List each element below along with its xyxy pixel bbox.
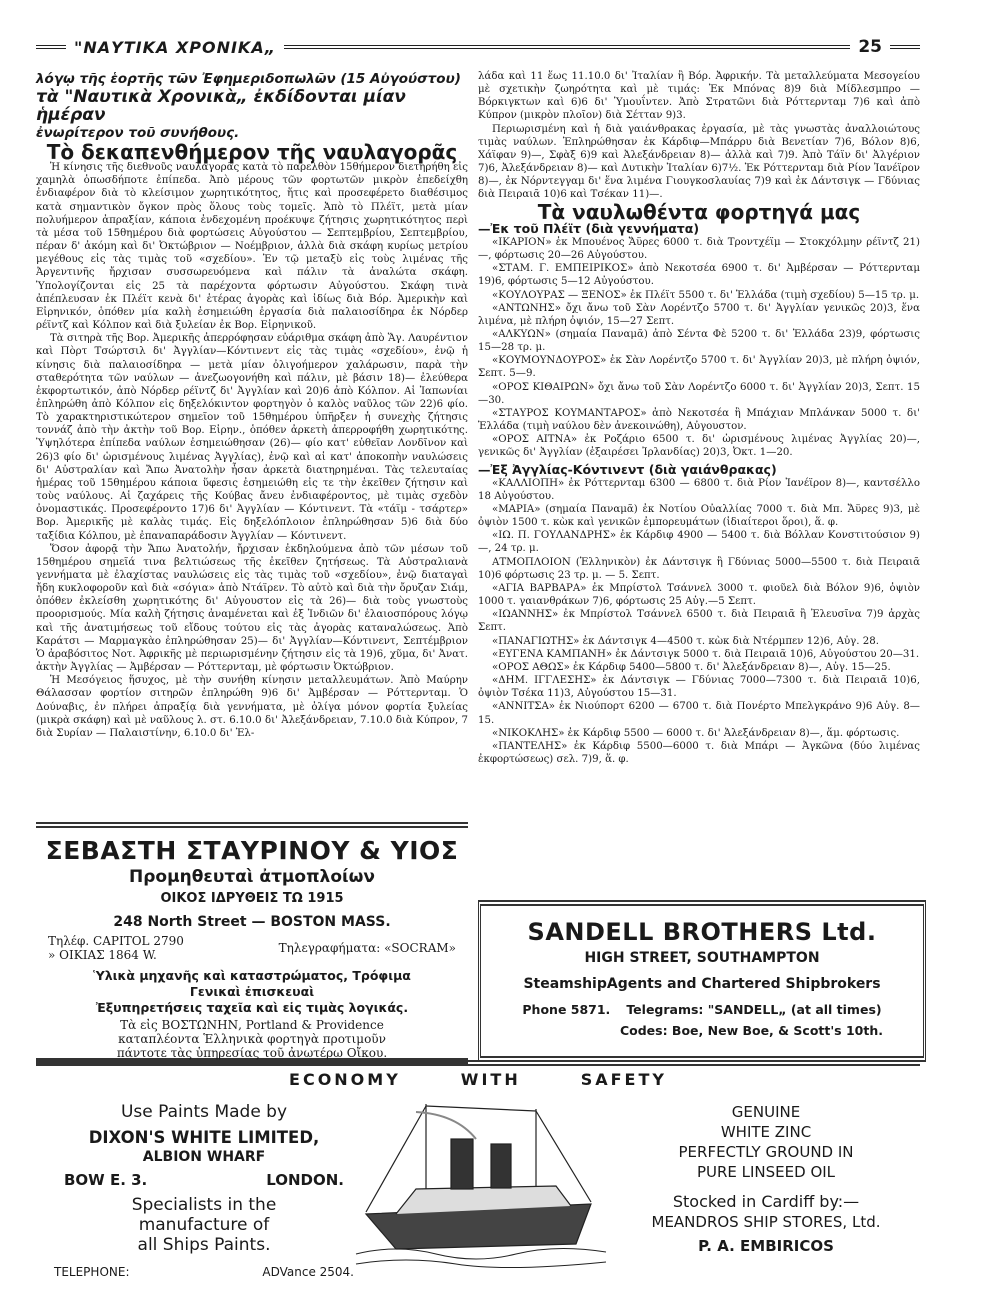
fixture-entry: «ΑΛΚΥΩΝ» (σημαία Παναμᾶ) ἀπὸ Σέντα Φὲ 5200 τ. δι' Ἑλλάδα 23)9, φόρτωσις 15—28 τρ. μ.: [478, 328, 920, 354]
fixture-entry: «ΑΝΤΩΝΗΣ» ὄχι ἄνω τοῦ Σὰν Λορέντζο 5700 τ. δι' Ἀγγλίαν γενικῶς 20)3, ἕνα λιμένα, μὲ πλήρη ὀψιόν, 15—27 Σεπτ.: [478, 302, 920, 327]
holiday-notice: [36, 70, 468, 142]
notice-line: ἐνωρίτερον τοῦ συνήθους.: [36, 125, 240, 141]
ad-company-name: ΣΕΒΑΣΤΗ ΣΤΑΥΡΙΝΟΥ & ΥΙΟΣ: [45, 836, 459, 865]
section-heading-coal: —Ἐξ Ἀγγλίας-Κόντινεντ (διὰ γαιάνθρακας): [478, 461, 777, 477]
ad-address: 248 North Street — BOSTON MASS.: [113, 914, 391, 930]
dixon-ad-text: [54, 1096, 354, 1279]
notice-line: τὰ "Ναυτικὰ Χρονικὰ„ ἐκδίδονται μίαν ἡμέραν: [36, 87, 406, 125]
ad-line: Γενικαὶ ἐπισκευαὶ: [189, 984, 315, 999]
banner-word: ECONOMY: [289, 1070, 401, 1089]
ad-phone: Phone 5871.: [522, 1002, 611, 1017]
coal-fixtures-list: [478, 477, 920, 766]
section-heading-plate: —Ἐκ τοῦ Πλέϊτ (διὰ γεννήματα): [478, 220, 700, 236]
ad-line: PURE LINSEED OIL: [696, 1163, 836, 1181]
ad-phone: » ΟΙΚΙΑΣ 1864 W.: [48, 948, 157, 962]
header-rule: [284, 45, 850, 49]
fixture-entry: «ΟΡΟΣ ΑΘΩΣ» ἐκ Κάρδιφ 5400—5800 τ. δι' Ἀλεξάνδρειαν 8)—, Αὐγ. 15—25.: [492, 661, 891, 673]
ad-telephone: [54, 1265, 354, 1279]
fixture-entry: «ΙΩ. Π. ΓΟΥΛΑΝΔΡΗΣ» ἐκ Κάρδιφ 4900 — 5400 τ. διὰ Βόλλαν Κονστιτούσιον 9)—, 24 τρ. μ.: [478, 530, 920, 555]
notice-line: λόγῳ τῆς ἑορτῆς τῶν Ἐφημεριδοπωλῶν (15 Αὐγούστου): [36, 71, 461, 87]
ad-line: καταπλέοντα Ἑλληνικὰ φορτηγὰ προτιμοῦν: [118, 1032, 386, 1046]
fixture-entry: ΑΤΜΟΠΛΟΙΟΝ (Ἑλληνικὸν) ἐκ Δάντσιγκ ἢ Γδύνιας 5000—5500 τ. διὰ Πειραιᾶ 10)6 φόρτωσις 23 τρ. μ. — 5. Σεπτ.: [478, 556, 920, 581]
ad-company-name: MEANDROS SHIP STORES, Ltd.: [651, 1213, 881, 1231]
fixture-entry: «ΚΟΥΛΟΥΡΑΣ — ΞΕΝΟΣ» ἐκ Πλέϊτ 5500 τ. δι' Ἑλλάδα (τιμὴ σχεδίου) 5—15 τρ. μ.: [492, 289, 920, 301]
ad-line: GENUINE: [731, 1103, 801, 1121]
ad-footer: [36, 1018, 468, 1060]
ad-phone: ADVance 2504.: [262, 1265, 354, 1279]
header-rule: [36, 45, 66, 49]
ad-banner: [36, 1070, 920, 1090]
ad-address: [54, 1171, 354, 1189]
fixture-entry: «ΝΙΚΟΚΛΗΣ» ἐκ Κάρδιφ 5500 — 6000 τ. δι' Ἀλεξάνδρειαν 8)—, ἅμ. φόρτωσις.: [492, 727, 900, 739]
ad-company-name: DIXON'S WHITE LIMITED,: [88, 1128, 320, 1147]
stavrinou-advertisement: [36, 822, 468, 1064]
ad-telegram: Telegrams: "SANDELL„ (at all times): [626, 1002, 882, 1017]
economy-safety-advertisement: [36, 1060, 920, 1286]
fixture-entry: «ΚΑΛΛΙΟΠΗ» ἐκ Ρόττερνταμ 6300 — 6800 τ. διὰ Ρίον Ἰανέϊρον 8)—, καντσέλλο 18 Αὐγούστου.: [478, 477, 920, 502]
ad-line: TELEPHONE:: [54, 1265, 130, 1279]
ad-line: πάντοτε τὰς ὑπηρεσίας τοῦ ἀνωτέρω Οἴκου.: [116, 1046, 388, 1060]
fixture-entry: «ΔΗΜ. ΙΓΓΛΕΣΗΣ» ἐκ Δάντσιγκ — Γδύνιας 7000—7300 τ. διὰ Πειραιᾶ 10)6, ὀψιὸν Τσέκα 11)3, Αὐγούστου 15—31.: [478, 675, 920, 700]
header-rule: [890, 45, 920, 49]
ad-trade: Προμηθευταὶ ἀτμοπλοίων: [129, 867, 375, 887]
banner-word: SAFETY: [580, 1070, 667, 1089]
banner-word: WITH: [460, 1070, 521, 1089]
fixture-entry: «ΕΥΓΕΝΑ ΚΑΜΠΑΝΗ» ἐκ Δάντσιγκ 5000 τ. διὰ Πειραιᾶ 10)6, Αὐγούστου 20—31.: [492, 648, 920, 660]
ad-trade: SteamshipAgents and Chartered Shipbrokers: [523, 976, 881, 992]
ad-founded: ΟΙΚΟΣ ΙΔΡΥΘΕΙΣ ΤΩ 1915: [160, 891, 344, 906]
page-header: [36, 36, 920, 58]
fixture-entry: «ΚΟΥΜΟΥΝΔΟΥΡΟΣ» ἐκ Σὰν Λορέντζο 5700 τ. δι' Ἀγγλίαν 20)3, μὲ πλήρη ὀψιόν, Σεπτ. 5—9.: [478, 355, 920, 380]
fixture-entry: «ΑΝΝΙΤΣΑ» ἐκ Νιούπορτ 6200 — 6700 τ. διὰ Πονέρτο Μπελγκράνο 9)6 Αὐγ. 8—15.: [478, 701, 920, 726]
ad-line: ALBION WHARF: [142, 1149, 266, 1165]
ad-codes: Codes: Boe, New Boe, & Scott's 10th.: [619, 1023, 883, 1038]
article-paragraph: Ὅσον ἀφορᾷ τὴν Ἄπω Ἀνατολήν, ἤρχισαν ἐκδηλούμενα ἀπὸ τῶν μέσων τοῦ 15θημέρου σημεῖά τινα βελτιώσεως τῆς ἐκεῖθεν ζητήσεως. Τὰ Αὐστραλιανὰ γεννήματα μὲ ἐλαχίστας ναυλώσεις εἰς τὰς τιμὰς τοῦ «σχεδίου», ἐνῷ διαταγαὶ ἤδη κυκλοφοροῦν καὶ διὰ «σόγια» ἀπὸ Ντάϊρεν. Τὸ αὐτὸ καὶ διὰ τὴν ὄρυζαν Σιάμ, ὁπόθεν ἐκλείσθη χωρητικότης δι' Αὐγουστον εἰς τὰ 26)— διὰ τοὺς γνωστοὺς προορισμούς. Μία καλὴ ζήτησις ἀναμένεται καὶ ἐξ Ἰνδιῶν δι' ἐλαιοσπόρους λόγῳ καὶ τῆς ἀνατιμήσεως τοῦ εἴδους τούτου εἰς τὰς ἀγορὰς καταναλώσεως. Ἀπὸ Καράτσι — Μαρμαγκὰο ἐπληρώθησαν 25)— δι' Ἀγγλίαν—Κόντινεντ, Σεπτέμβριον Ὁ ἀραβόσιτος Νοτ. Ἀφρικῆς μὲ περιωρισμένην ζήτησιν εἰς τὰ 19)6, χῦμα, δι' Ἀνατ. ἀκτὴν Ἀγγλίας — Ἀμβέρσαν — Ρόττερνταμ, μὲ φόρτωσιν Ὀκτώβριον.: [36, 543, 468, 674]
ad-address: HIGH STREET, SOUTHAMPTON: [584, 950, 820, 966]
ad-line: BOW E. 3.: [64, 1171, 148, 1189]
right-column: [478, 70, 920, 765]
article-paragraph: Ἡ κίνησις τῆς διεθνοῦς ναυλαγορᾶς κατὰ τὸ παρελθὸν 15θήμερον διετηρήθη εἰς χαμηλὰ ὁπωσδήποτε ἐπίπεδα. Ἀπὸ μέρους τῶν φορτωτῶν μικρὸν ἐπεδείχθη ἐνδιαφέρον διὰ τὸ κλείσιμον χωρητικότητος, ἥτις καὶ προσεφέρετο διαθέσιμος κατὰ σημαντικὸν ὄγκον πρὸς ὅλους τοὺς τομεῖς. Ἀπὸ τὸ Πλέϊτ, μετὰ μίαν πολυήμερον ἀπραξίαν, κάποια ἐνδεχομένη προέκυψε ζήτησις χωρητικότητος περὶ τὰ μέσα τοῦ 15θημέρου διὰ φορτώσεις Αὐγούστου — Σεπτεμβρίου, Σεπτεμβρίου, πέραν δ' ἀκόμη καὶ δι' Ὀκτώβριον — Νοέμβριον, ἀλλὰ διὰ σκάφη κυρίως μετρίου μεγέθους εἰς τὰς τιμὰς τοῦ «σχεδίου». Ἐν τῷ μεταξὺ εἰς τοὺς λιμένας τῆς Ἀργεντινῆς ἤρχισαν συσσωρευόμενα καὶ πάλιν τὰ ἀναλώτα σκάφη. Ὑπολογίζονται εἰς 25 τὰ παρέχοντα φόρτωσιν Αὐγούστου. Σκάφη τινὰ ἀπέπλευσαν ἐκ Πλέϊτ κενὰ δι' ἑτέρας ἀγορὰς καὶ ἰδίως διὰ Βόρ. Ἀμερικὴν καὶ Εἰρηνικόν, ὁπόθεν μία καλὴ ἐσημειώθη ἐργασία διὰ παλαιοσίδηρα ἐκ Νόρδερ ρέϊντζ καὶ Κόλπον καὶ διὰ ξυλείαν ἐκ Βορ. Εἰρηνικοῦ.: [36, 162, 468, 332]
ad-line: Ὑλικὰ μηχανῆς καὶ καταστρώματος, Τρόφιμα: [93, 968, 411, 983]
steamship-illustration: [356, 1094, 606, 1274]
fixture-entry: «ΣΤΑΜ. Γ. ΕΜΠΕΙΡΙΚΟΣ» ἀπὸ Νεκοτσέα 6900 τ. δι' Ἀμβέρσαν — Ρόττερνταμ 19)6, φόρτωσις 5—12 Αὐγούστου.: [478, 263, 920, 288]
ad-line: manufacture of: [138, 1215, 270, 1235]
ad-line: Ἐξυπηρετήσεις ταχεῖα καὶ εἰς τιμὰς λογικάς.: [95, 1000, 409, 1015]
plate-fixtures-list: [478, 236, 920, 460]
fixture-entry: «ΠΑΝΤΕΛΗΣ» ἐκ Κάρδιφ 5500—6000 τ. διὰ Μπάρι — Ἀγκῶνα (δύο λιμένας ἐκφορτώσεως) σελ. 7)9, ἅ. φ.: [478, 740, 920, 765]
ad-line: all Ships Paints.: [137, 1235, 271, 1255]
ad-telegram: Τηλεγραφήματα: «SOCRAM»: [278, 941, 456, 955]
publication-title: "ΝΑΥΤΙΚΑ ΧΡΟΝΙΚΑ„: [74, 37, 277, 57]
ad-company-name: SANDELL BROTHERS Ltd.: [527, 918, 877, 946]
fixture-entry: «ΜΑΡΙΑ» (σημαία Παναμᾶ) ἐκ Νοτίου Οὐαλλίας 7000 τ. διὰ Μπ. Ἄϋρες 9)3, μὲ ὀψιὸν 1500 τ. κὼκ καὶ γενικῶν ἐμπορευμάτων (ἰδιαίτεροι ὅροι), ἅ. φ.: [478, 504, 920, 529]
ad-services: [36, 968, 468, 1016]
page-number: 25: [858, 37, 882, 57]
ad-line: LONDON.: [266, 1171, 344, 1189]
article-paragraph: Περιωρισμένη καὶ ἡ διὰ γαιάνθρακας ἐργασία, μὲ τὰς γνωστὰς ἀναλλοιώτους τιμὰς ναύλων. Ἐπληρώθησαν ἐκ Κάρδιφ—Μπάρρυ διὰ Βενετίαν 7)6, Βόλον 8)6, Χάϊφαν 9)—, Σφὰξ 6)9 καὶ Ἀλεξάνδρειαν 8)— ἀλλὰ καὶ 7)9. Ἀπὸ Τάϊν δι' Ἀλγέριον 7)6, Ἀλεξάνδρειαν 8)— καὶ Δυτικὴν Ἰταλίαν 6)7½. Ἐκ Ρόττερνταμ διὰ Ρίον Ἰανέϊρον 8)—, ἐκ Νόρντεγγαμ δι' ἕνα λιμένα Γιουγκοσλαυίας 7)9 καὶ ἐκ Δάντσιγκ — Γδύνιας διὰ Πειραιᾶ 10)6 καὶ Τσέκαν 11)—.: [478, 123, 920, 201]
ad-phone: Τηλέφ. CAPITOL 2790: [48, 934, 184, 948]
ad-line: Stocked in Cardiff by:—: [672, 1192, 860, 1211]
zinc-ad-text: [616, 1102, 916, 1256]
fixture-entry: «ΟΡΟΣ ΑΙΤΝΑ» ἐκ Ροζάριο 6500 τ. δι' ὡρισμένους λιμένας Ἀγγλίας 20)—, γενικῶς δι' Ἀγγλίαν (ἐξαιρέσει Ἰρλανδίας) 20)3, Ὀκτ. 1—20.: [478, 434, 920, 459]
sandell-advertisement: [478, 900, 926, 1062]
ad-specialty: [54, 1195, 354, 1255]
fixture-entry: «ΙΩΑΝΝΗΣ» ἐκ Μπρίστολ Τσάννελ 6500 τ. διὰ Πειραιᾶ ἢ Ἐλευσῖνα 7)9 ἀρχὰς Σεπτ.: [478, 609, 920, 634]
article-paragraph: Ἡ Μεσόγειος ἥσυχος, μὲ τὴν συνήθη κίνησιν μεταλλευμάτων. Ἀπὸ Μαύρην Θάλασσαν φορτίον σιτηρῶν ἐπληρώθη 9)6 δι' Ἀμβέρσαν — Ρόττερνταμ. Ὁ Δούναβις, ἐν πλήρει ἀπραξίᾳ διὰ γεννήματα, μὲ ὀλίγα μόνον φορτία ξυλείας (μικρὰ σκάφη) καὶ μὲ ναῦλους λ. στ. 6.10.0 δι' Ἀλεξάνδρειαν, 7.10.0 διὰ Κύπρον, 7 διὰ Συρίαν — Παλαιστίνην, 6.10.0 δι' Ἑλ-: [36, 675, 468, 739]
chartered-ships-heading: Τὰ ναυλωθέντα φορτηγά μας: [537, 199, 861, 224]
fixture-entry: «ΣΤΑΥΡΟΣ ΚΟΥΜΑΝΤΑΡΟΣ» ἀπὸ Νεκοτσέα ἢ Μπάχιαν Μπλάνκαν 5000 τ. δι' Ἑλλάδα (τιμὴ ναύλου δὲν ἀνεκοινώθη), Αὐγουστον.: [478, 407, 920, 433]
ad-line: PERFECTLY GROUND IN: [678, 1143, 854, 1161]
fixture-entry: «ΠΑΝΑΓΙΩΤΗΣ» ἐκ Δάντσιγκ 4—4500 τ. κὼκ διὰ Ντέρμπεν 12)6, Αὐγ. 28.: [492, 635, 879, 647]
ad-phones: [48, 934, 456, 962]
ad-company-name: P. A. EMBIRICOS: [698, 1237, 834, 1255]
article-paragraph: Τὰ σιτηρὰ τῆς Βορ. Ἀμερικῆς ἀπερρόφησαν εὐάριθμα σκάφη ἀπὸ Ἅγ. Λαυρέντιον καὶ Πὸρτ Τσώρτσιλ δι' Ἀγγλίαν—Κόντινεντ εἰς τὰς τιμὰς «σχεδίου», ἐνῷ ἡ κίνησις διὰ παλαιοσίδηρα — μετὰ μίαν ὀλιγοήμερον χαλάρωσιν, παρὰ τὴν σταθερότητα τῶν ναύλων — ἀνεζωογονήθη καὶ πάλιν, μὲ βάσιν 18)— ἐλεύθερα ἐκφορτωτικόν, ἀπὸ Νόρδερ ρέϊντζ δι' Ἀγγλίαν καὶ 20)6 ἀπὸ Κόλπον. Αἱ Ἰαπωνίαι ἐπληρώθη ἀπὸ Κόλπον εἰς δηξελόκιντον φορτηγὸν ὁ καλὸς ναῦλος τῶν 22)6 φίο. Τὸ χαρακτηριστικώτερον σημεῖον τοῦ 15θημέρου ὑπῆρξεν ἡ συνεχὴς ζήτησις τοννάζ ἀπὸ τὴν ἀκτὴν τοῦ Βορ. Εἰρην., ὁπόθεν ἀρκετὴ ἀπερροφήθη χωρητικότης. Ὑψηλότερα ἐπίπεδα ναύλων ἐσημειώθησαν (26)— φίο κατ' εὐθεῖαν Λονδῖνον καὶ 26)3 φίο δι' ὡρισμένους λιμένας Ἀγγλίας), ἐνῷ καὶ αἱ κατ' ἀποκοπὴν ναυλώσεις δι' Αὐστραλίαν καὶ Ἄπω Ἀνατολὴν ἦσαν ἀρκετὰ διατηρημέναι. Τὰς τελευταίας ἡμέρας τοῦ 15θημέρου κάποια ὕφεσις ἐσημειώθη εἰς τε τὴν ἐκεῖθεν ζήτησιν καὶ τοὺς ναύλους. Αἱ ζαχάρεις τῆς Κούβας ἄνευ ἐνδιαφέροντος, μὲ τιμὰς σχεδὸν ὀνομαστικάς. Προσεφέροντο 17)6 δι' Ἀγγλίαν — Κόντινεντ. Τὰ «τάϊμ - τσάρτερ» Βορ. Ἀμερικῆς μὲ καλὰς τιμάς. Εἰς δηξελόπλοιον ἐπληρώθησαν 5)6 διὰ δύο ταξίδια Κόλπου, μὲ ἐπαναπαράδοσιν Ἀγγλίαν — Κόντινεντ.: [36, 333, 468, 542]
ad-line: WHITE ZINC: [720, 1123, 812, 1141]
ad-line: Specialists in the: [131, 1195, 277, 1215]
ad-contacts: [481, 1002, 923, 1017]
ad-line: Τὰ εἰς ΒΟΣΤΩΝΗΝ, Portland & Providence: [120, 1018, 384, 1032]
fixture-entry: «ΑΓΙΑ ΒΑΡΒΑΡΑ» ἐκ Μπρίστολ Τσάννελ 3000 τ. φιοῦελ διὰ Βόλον 9)6, ὀψιὸν 1000 τ. γαιανθράκων 7)6, φόρτωσις 25 Αὐγ.—5 Σεπτ.: [478, 582, 920, 608]
ad-line: Use Paints Made by: [120, 1102, 288, 1122]
fixture-entry: «ΙΚΑΡΙΟΝ» ἐκ Μπουένος Ἄϋρες 6000 τ. διὰ Τροντχέϊμ — Στοκχόλμην ρέϊντζ 21)—, φόρτωσις 20—26 Αὐγούστου.: [478, 236, 920, 262]
fixture-entry: «ΟΡΟΣ ΚΙΘΑΙΡΩΝ» ὄχι ἄνω τοῦ Σὰν Λορέντζο 6000 τ. δι' Ἀγγλίαν 20)3, Σεπτ. 15—30.: [478, 381, 920, 406]
left-column: [36, 70, 468, 818]
freight-market-heading: Τὸ δεκαπενθήμερον τῆς ναυλαγορᾶς: [46, 140, 458, 164]
article-paragraph: λάδα καὶ 11 ἕως 11.10.0 δι' Ἰταλίαν ἢ Βόρ. Ἀφρικήν. Τὰ μεταλλεύματα Μεσογείου μὲ σχετικὴν ζωηρότητα καὶ μὲ τιμάς: Ἐκ Μπόνας 8)9 διὰ Μίδλεσμπρο — Βόρκιγκτων καὶ 6)6 δι' Ὑμουΐντεν. Ἀπὸ Στρατῶνι διὰ Ρόττερνταμ 7)6 καὶ ἀπὸ Κύπρον (μικρὸν πλοῖον) διὰ Σέτταν 9)3.: [478, 71, 920, 122]
